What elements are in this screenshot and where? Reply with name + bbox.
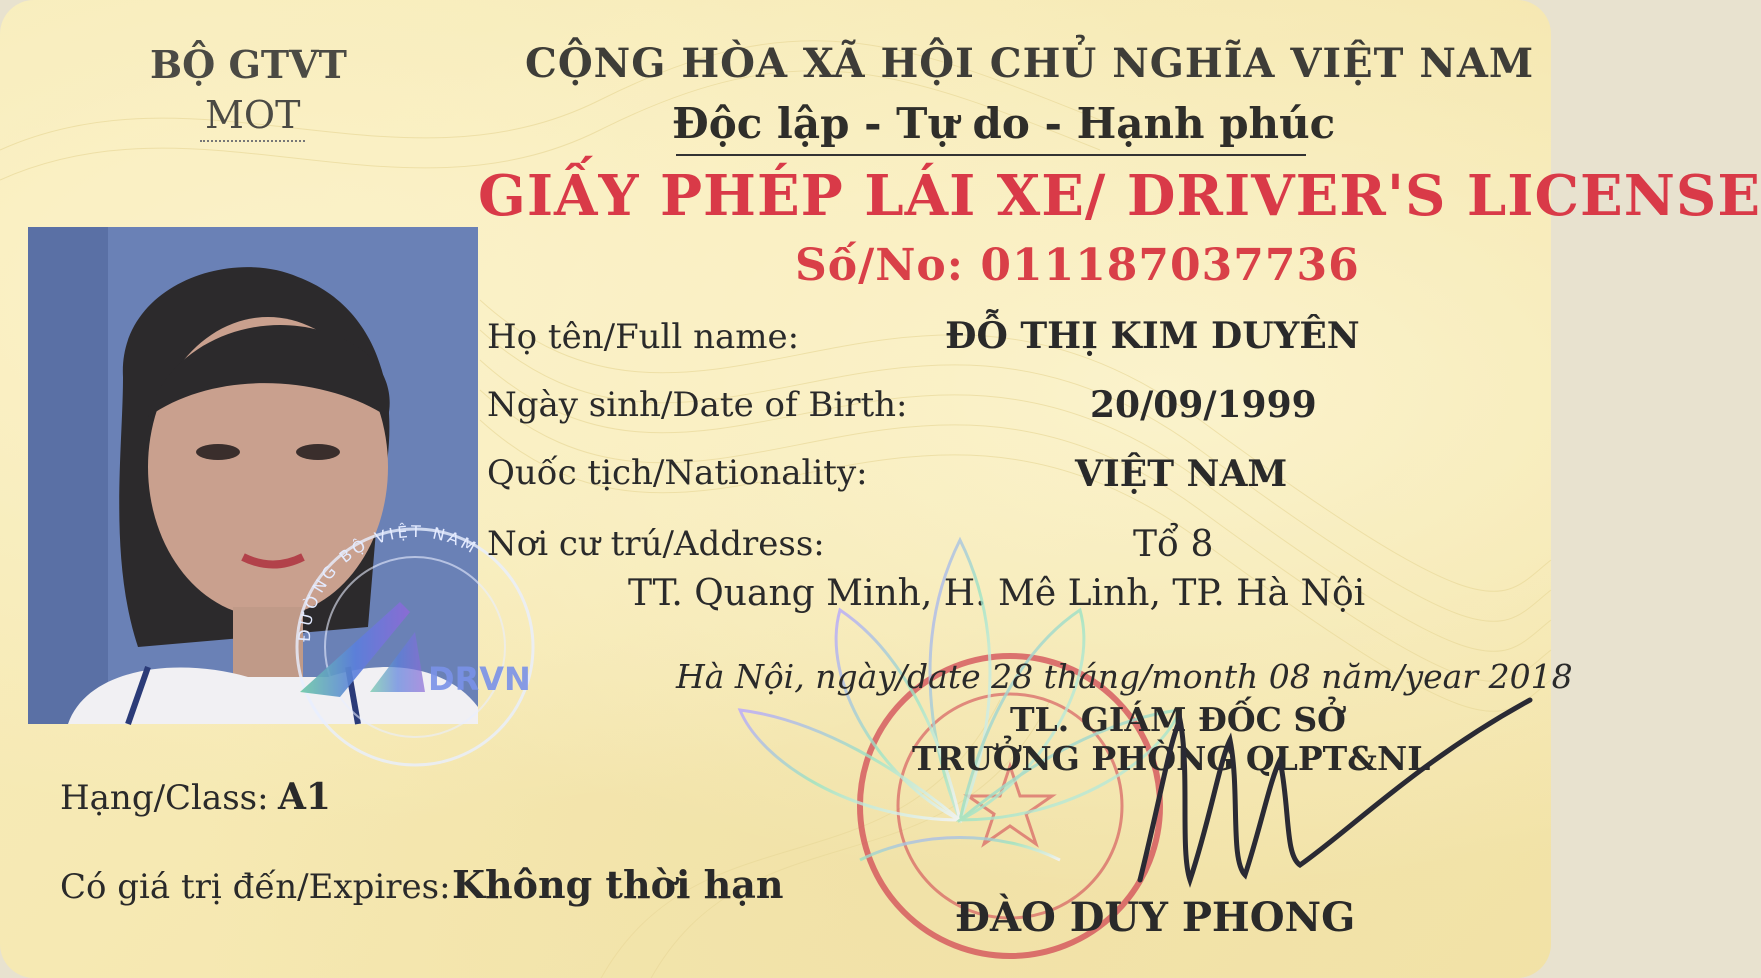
- address-line-1: Tổ 8: [1133, 524, 1214, 565]
- license-number-label: Số/No:: [795, 240, 965, 291]
- dob-value: 20/09/1999: [1090, 384, 1317, 426]
- signer-name: ĐÀO DUY PHONG: [955, 894, 1356, 941]
- ministry-underline: [200, 140, 305, 142]
- signature: [1120, 680, 1540, 910]
- ministry-name: BỘ GTVT: [150, 42, 347, 87]
- license-title: GIẤY PHÉP LÁI XE/ DRIVER'S LICENSE: [478, 163, 1761, 229]
- license-number-value: 011187037736: [980, 240, 1360, 291]
- authority-line-1: TL. GIÁM ĐỐC SỞ: [1010, 700, 1346, 739]
- address-line-2: TT. Quang Minh, H. Mê Linh, TP. Hà Nội: [628, 573, 1366, 614]
- ministry-name-en: MOT: [205, 93, 301, 137]
- nationality-value: VIỆT NAM: [1075, 453, 1288, 495]
- class-label: Hạng/Class:: [60, 778, 269, 818]
- nationality-label: Quốc tịch/Nationality:: [487, 453, 868, 493]
- license-number: [795, 240, 1360, 291]
- expires-value: Không thời hạn: [452, 862, 784, 907]
- full-name-value: ĐỖ THỊ KIM DUYÊN: [945, 315, 1360, 357]
- motto-underline: [676, 154, 1306, 156]
- national-motto: Độc lập - Tự do - Hạnh phúc: [672, 99, 1336, 148]
- svg-text:DRVN: DRVN: [428, 660, 531, 698]
- authority-line-2: TRƯỞNG PHÒNG QLPT&NL: [912, 739, 1431, 778]
- svg-text:ĐƯỜNG BỘ VIỆT NAM: ĐƯỜNG BỘ VIỆT NAM: [294, 521, 482, 643]
- class-value: A1: [278, 776, 331, 818]
- expires-label: Có giá trị đến/Expires:: [60, 867, 451, 907]
- republic-heading: CỘNG HÒA XÃ HỘI CHỦ NGHĨA VIỆT NAM: [525, 40, 1535, 87]
- dob-label: Ngày sinh/Date of Birth:: [487, 385, 908, 425]
- issue-place-date: Hà Nội, ngày/date 28 tháng/month 08 năm/year 2018: [676, 657, 1573, 696]
- address-label: Nơi cư trú/Address:: [487, 524, 825, 564]
- full-name-label: Họ tên/Full name:: [487, 317, 800, 357]
